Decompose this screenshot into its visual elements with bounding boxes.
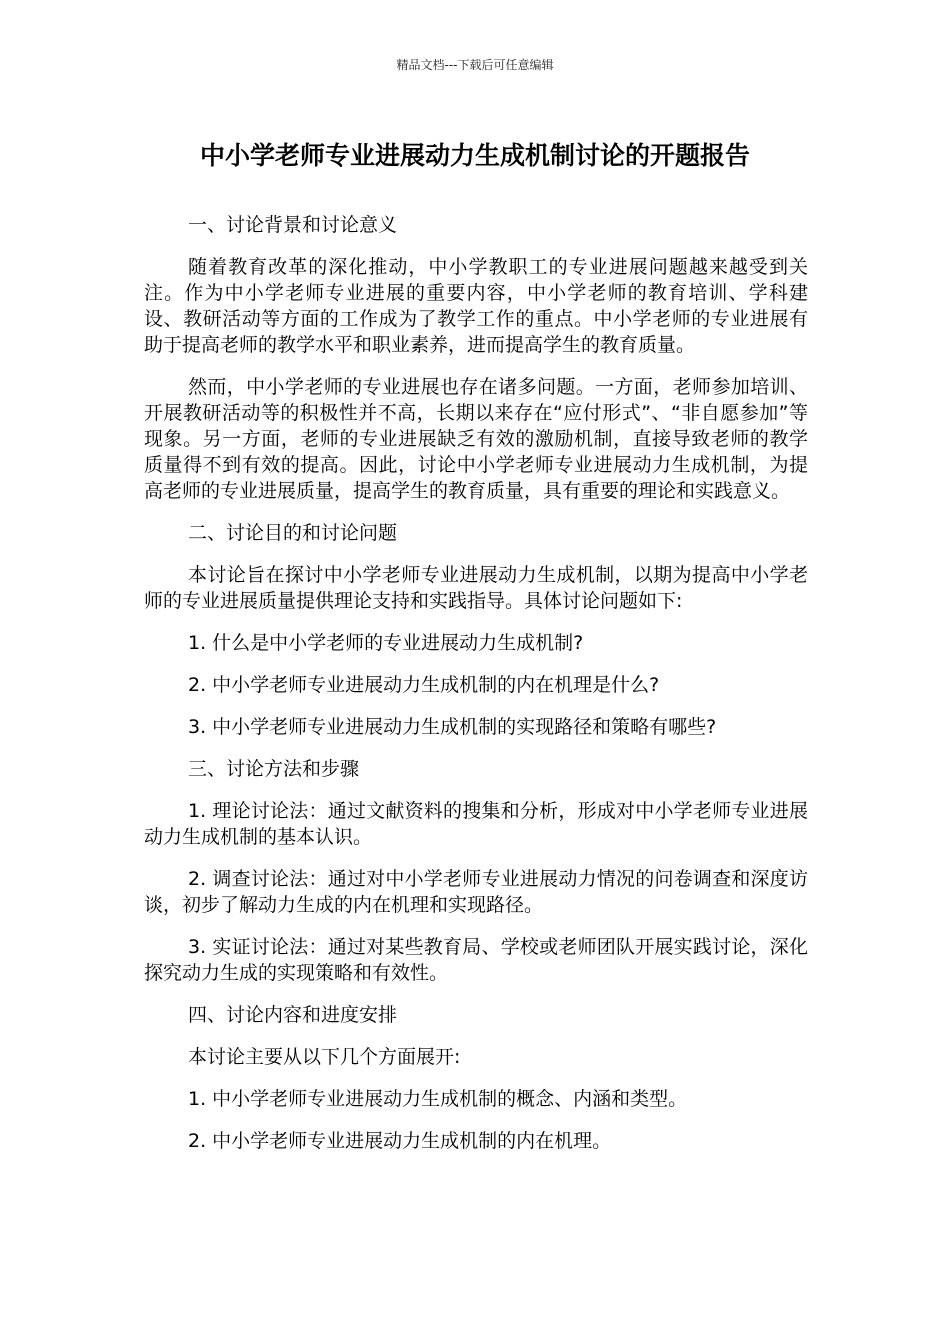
document-title: 中小学老师专业进展动力生成机制讨论的开题报告	[199, 141, 750, 170]
list-item: 1. 中小学老师专业进展动力生成机制的概念、内涵和类型。	[188, 1088, 688, 1110]
list-item: 2. 调查讨论法：通过对中小学老师专业进展动力情况的问卷调查和深度访谈，初步了解动力生成的内在机理和实现路径。	[144, 868, 808, 916]
paragraph: 然而，中小学老师的专业进展也存在诸多问题。一方面，老师参加培训、开展教研活动等的积极性并不高，长期以来存在“应付形式”、“非自愿参加”等现象。另一方面，老师的专业进展缺乏有效的激励机制，直接导致老师的教学质量得不到有效的提高。因此，讨论中小学老师专业进展动力生成机制，为提高老师的专业进展质量，提高学生的教育质量，具有重要的理论和实践意义。	[144, 376, 808, 502]
paragraph: 随着教育改革的深化推动，中小学教职工的专业进展问题越来越受到关注。作为中小学老师专业进展的重要内容，中小学老师的教育培训、学科建设、教研活动等方面的工作成为了教学工作的重点。中小学老师的专业进展有助于提高老师的教学水平和职业素养，进而提高学生的教育质量。	[144, 256, 808, 356]
section-heading-4: 四、讨论内容和进度安排	[188, 1004, 398, 1026]
paragraph: 本讨论主要从以下几个方面展开:	[188, 1046, 461, 1068]
paragraph: 本讨论旨在探讨中小学老师专业进展动力生成机制，以期为提高中小学老师的专业进展质量提供理论支持和实践指导。具体讨论问题如下:	[144, 564, 808, 612]
list-item: 1. 理论讨论法：通过文献资料的搜集和分析，形成对中小学老师专业进展动力生成机制的基本认识。	[144, 800, 808, 848]
list-item: 3. 实证讨论法：通过对某些教育局、学校或老师团队开展实践讨论，深化探究动力生成的实现策略和有效性。	[144, 936, 808, 984]
list-item: 2. 中小学老师专业进展动力生成机制的内在机理是什么?	[188, 674, 660, 696]
page-header-note: 精品文档---下载后可任意编辑	[396, 58, 554, 72]
section-heading-3: 三、讨论方法和步骤	[188, 758, 360, 780]
list-item: 3. 中小学老师专业进展动力生成机制的实现路径和策略有哪些?	[188, 716, 717, 738]
list-item: 1. 什么是中小学老师的专业进展动力生成机制?	[188, 632, 584, 654]
section-heading-2: 二、讨论目的和讨论问题	[188, 522, 398, 544]
document-body	[144, 212, 808, 1170]
section-heading-1: 一、讨论背景和讨论意义	[188, 214, 398, 236]
list-item: 2. 中小学老师专业进展动力生成机制的内在机理。	[188, 1130, 612, 1152]
